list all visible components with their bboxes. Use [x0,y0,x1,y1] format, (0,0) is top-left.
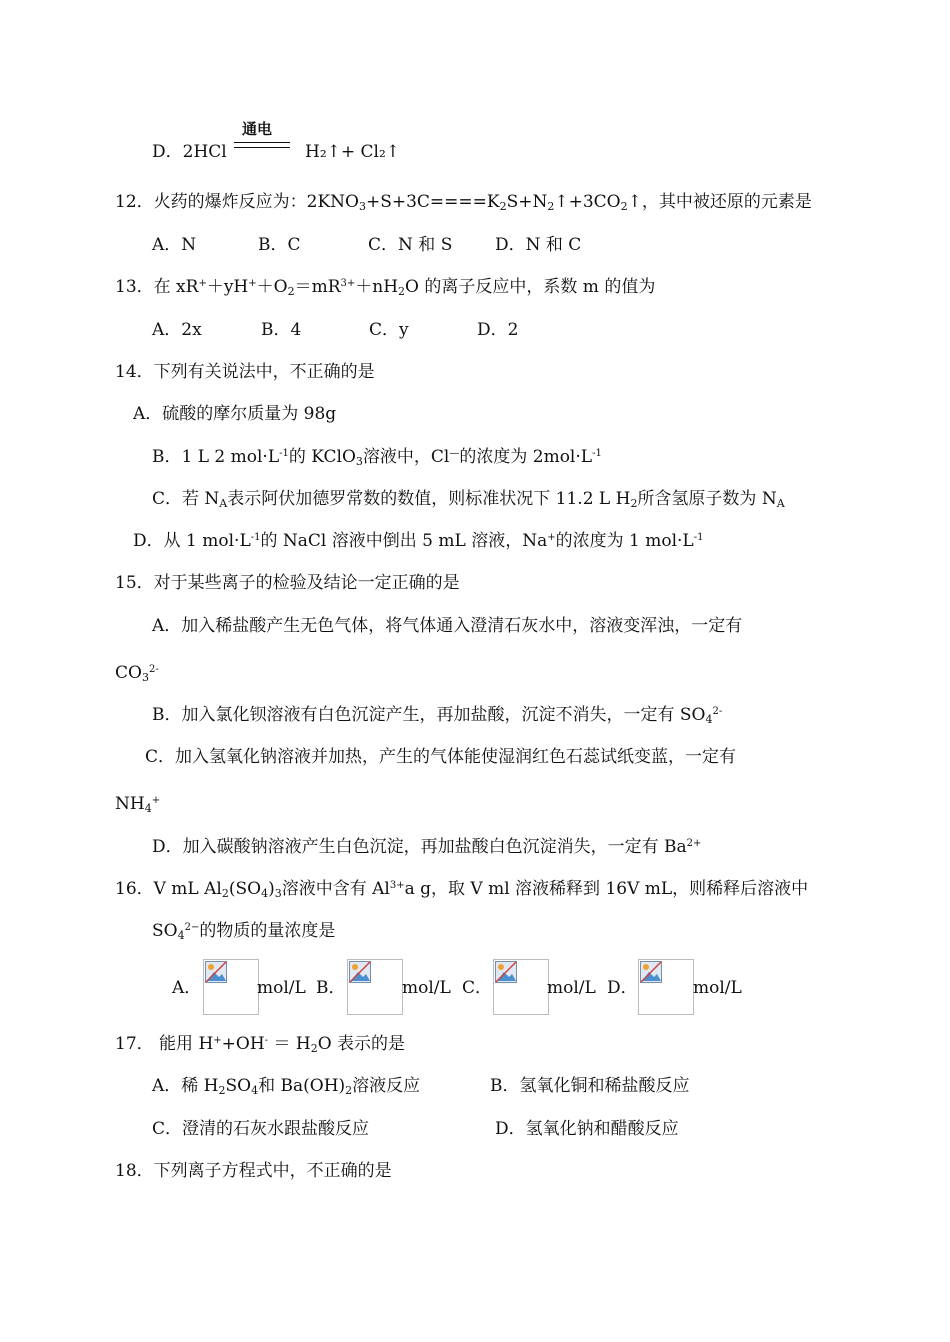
q11-option-d-label: D．2HCl [152,142,227,162]
q17-option-b: B．氢氧化铜和稀盐酸反应 [490,1076,690,1096]
q14-option-b: B．1 L 2 $mol\cdot L^{-1}$的 KClO$_3$溶液中，Cl—的浓度为 $2mol\cdot L^{-1}$ [152,447,602,468]
electrolysis-condition [234,118,292,158]
q13-stem: 13．在 $xR^++yH^++O_2=mR^{3+}+nH_2O$ 的离子反应中，系数 m 的值为 [115,277,656,298]
q14-option-d: D．从 1 $mol\cdot L^{-1}$的 NaCl 溶液中倒出 5 mL 溶液，Na+的浓度为 1 $mol\cdot L^{-1}$ [133,531,704,551]
q12-option-d: D．N 和 C [495,235,582,255]
q16-stem-line2: $SO_4^{2-}$的物质的量浓度是 [152,921,336,942]
q15-option-a-line2: $CO_3^{2-}$ [115,663,159,684]
q14-option-a: A．硫酸的摩尔质量为 98g [133,404,337,424]
q15-option-b: B．加入氯化钡溶液有白色沉淀产生，再加盐酸，沉淀不消失，一定有 $SO_4^{2-}$ [152,705,723,726]
equation-bar-bottom [234,147,290,148]
q16-option-d-broken-image-icon [638,959,694,1015]
q16-option-a-broken-image-icon [203,959,259,1015]
q13-option-d: D．2 [477,320,519,340]
q13-option-b: B．4 [261,320,302,340]
equation-bar-top [234,142,290,143]
q17-option-c: C．澄清的石灰水跟盐酸反应 [152,1119,370,1139]
q12-option-a: A．N [152,235,197,255]
q16-option-a-label: A． [172,978,202,998]
q15-option-d: D．加入碳酸钠溶液产生白色沉淀，再加盐酸白色沉淀消失，一定有 $Ba^{2+}$ [152,837,702,857]
condition-text: 通电 [242,120,273,138]
q16-option-c-unit: mol/L [547,978,596,998]
q12-option-c: C．N 和 S [368,235,453,255]
q16-option-a-unit: mol/L [257,978,306,998]
q17-stem: 17． 能用 $H^++OH^- = H_2O$ 表示的是 [115,1034,406,1055]
q16-option-d-unit: mol/L [693,978,742,998]
q11-option-d-products: H₂↑+ Cl₂↑ [305,142,401,162]
q16-option-b-label: B． [316,978,346,998]
q16-stem-line1: 16．V mL $Al_2(SO_4)_3$溶液中含有 $Al^{3+}a$ g，取 V ml 溶液稀释到 16V mL，则稀释后溶液中 [115,879,809,900]
q17-option-d: D．氢氧化钠和醋酸反应 [495,1119,679,1139]
q13-option-c: C．y [369,320,409,340]
q16-option-d-label: D． [607,978,638,998]
q16-option-b-unit: mol/L [402,978,451,998]
q15-option-a-line1: A．加入稀盐酸产生无色气体，将气体通入澄清石灰水中，溶液变浑浊，一定有 [152,616,743,636]
q14-option-c: C．若 $N_A$表示阿伏加德罗常数的数值，则标准状况下 11.2 L $H_2$所含氢原子数为 $N_A$ [152,489,785,510]
q15-option-c-line2: $NH_4^+$ [115,794,161,815]
q17-option-a: A．稀 $H_2SO_4$和 $Ba(OH)_2$溶液反应 [152,1076,421,1097]
q12-option-b: B．C [258,235,301,255]
q16-option-b-broken-image-icon [347,959,403,1015]
q12-stem: 12．火药的爆炸反应为：$2KNO_3+S+3C====K_2S+N_2↑+3CO_2↑$，其中被还原的元素是 [115,192,812,213]
q14-stem: 14．下列有关说法中，不正确的是 [115,362,375,382]
q13-option-a: A．2x [152,320,202,340]
q18-stem: 18．下列离子方程式中，不正确的是 [115,1161,392,1181]
q15-stem: 15．对于某些离子的检验及结论一定正确的是 [115,573,460,593]
q15-option-c-line1: C．加入氢氧化钠溶液并加热，产生的气体能使湿润红色石蕊试纸变蓝，一定有 [145,747,737,767]
q16-option-c-broken-image-icon [493,959,549,1015]
q16-option-c-label: C． [462,978,493,998]
